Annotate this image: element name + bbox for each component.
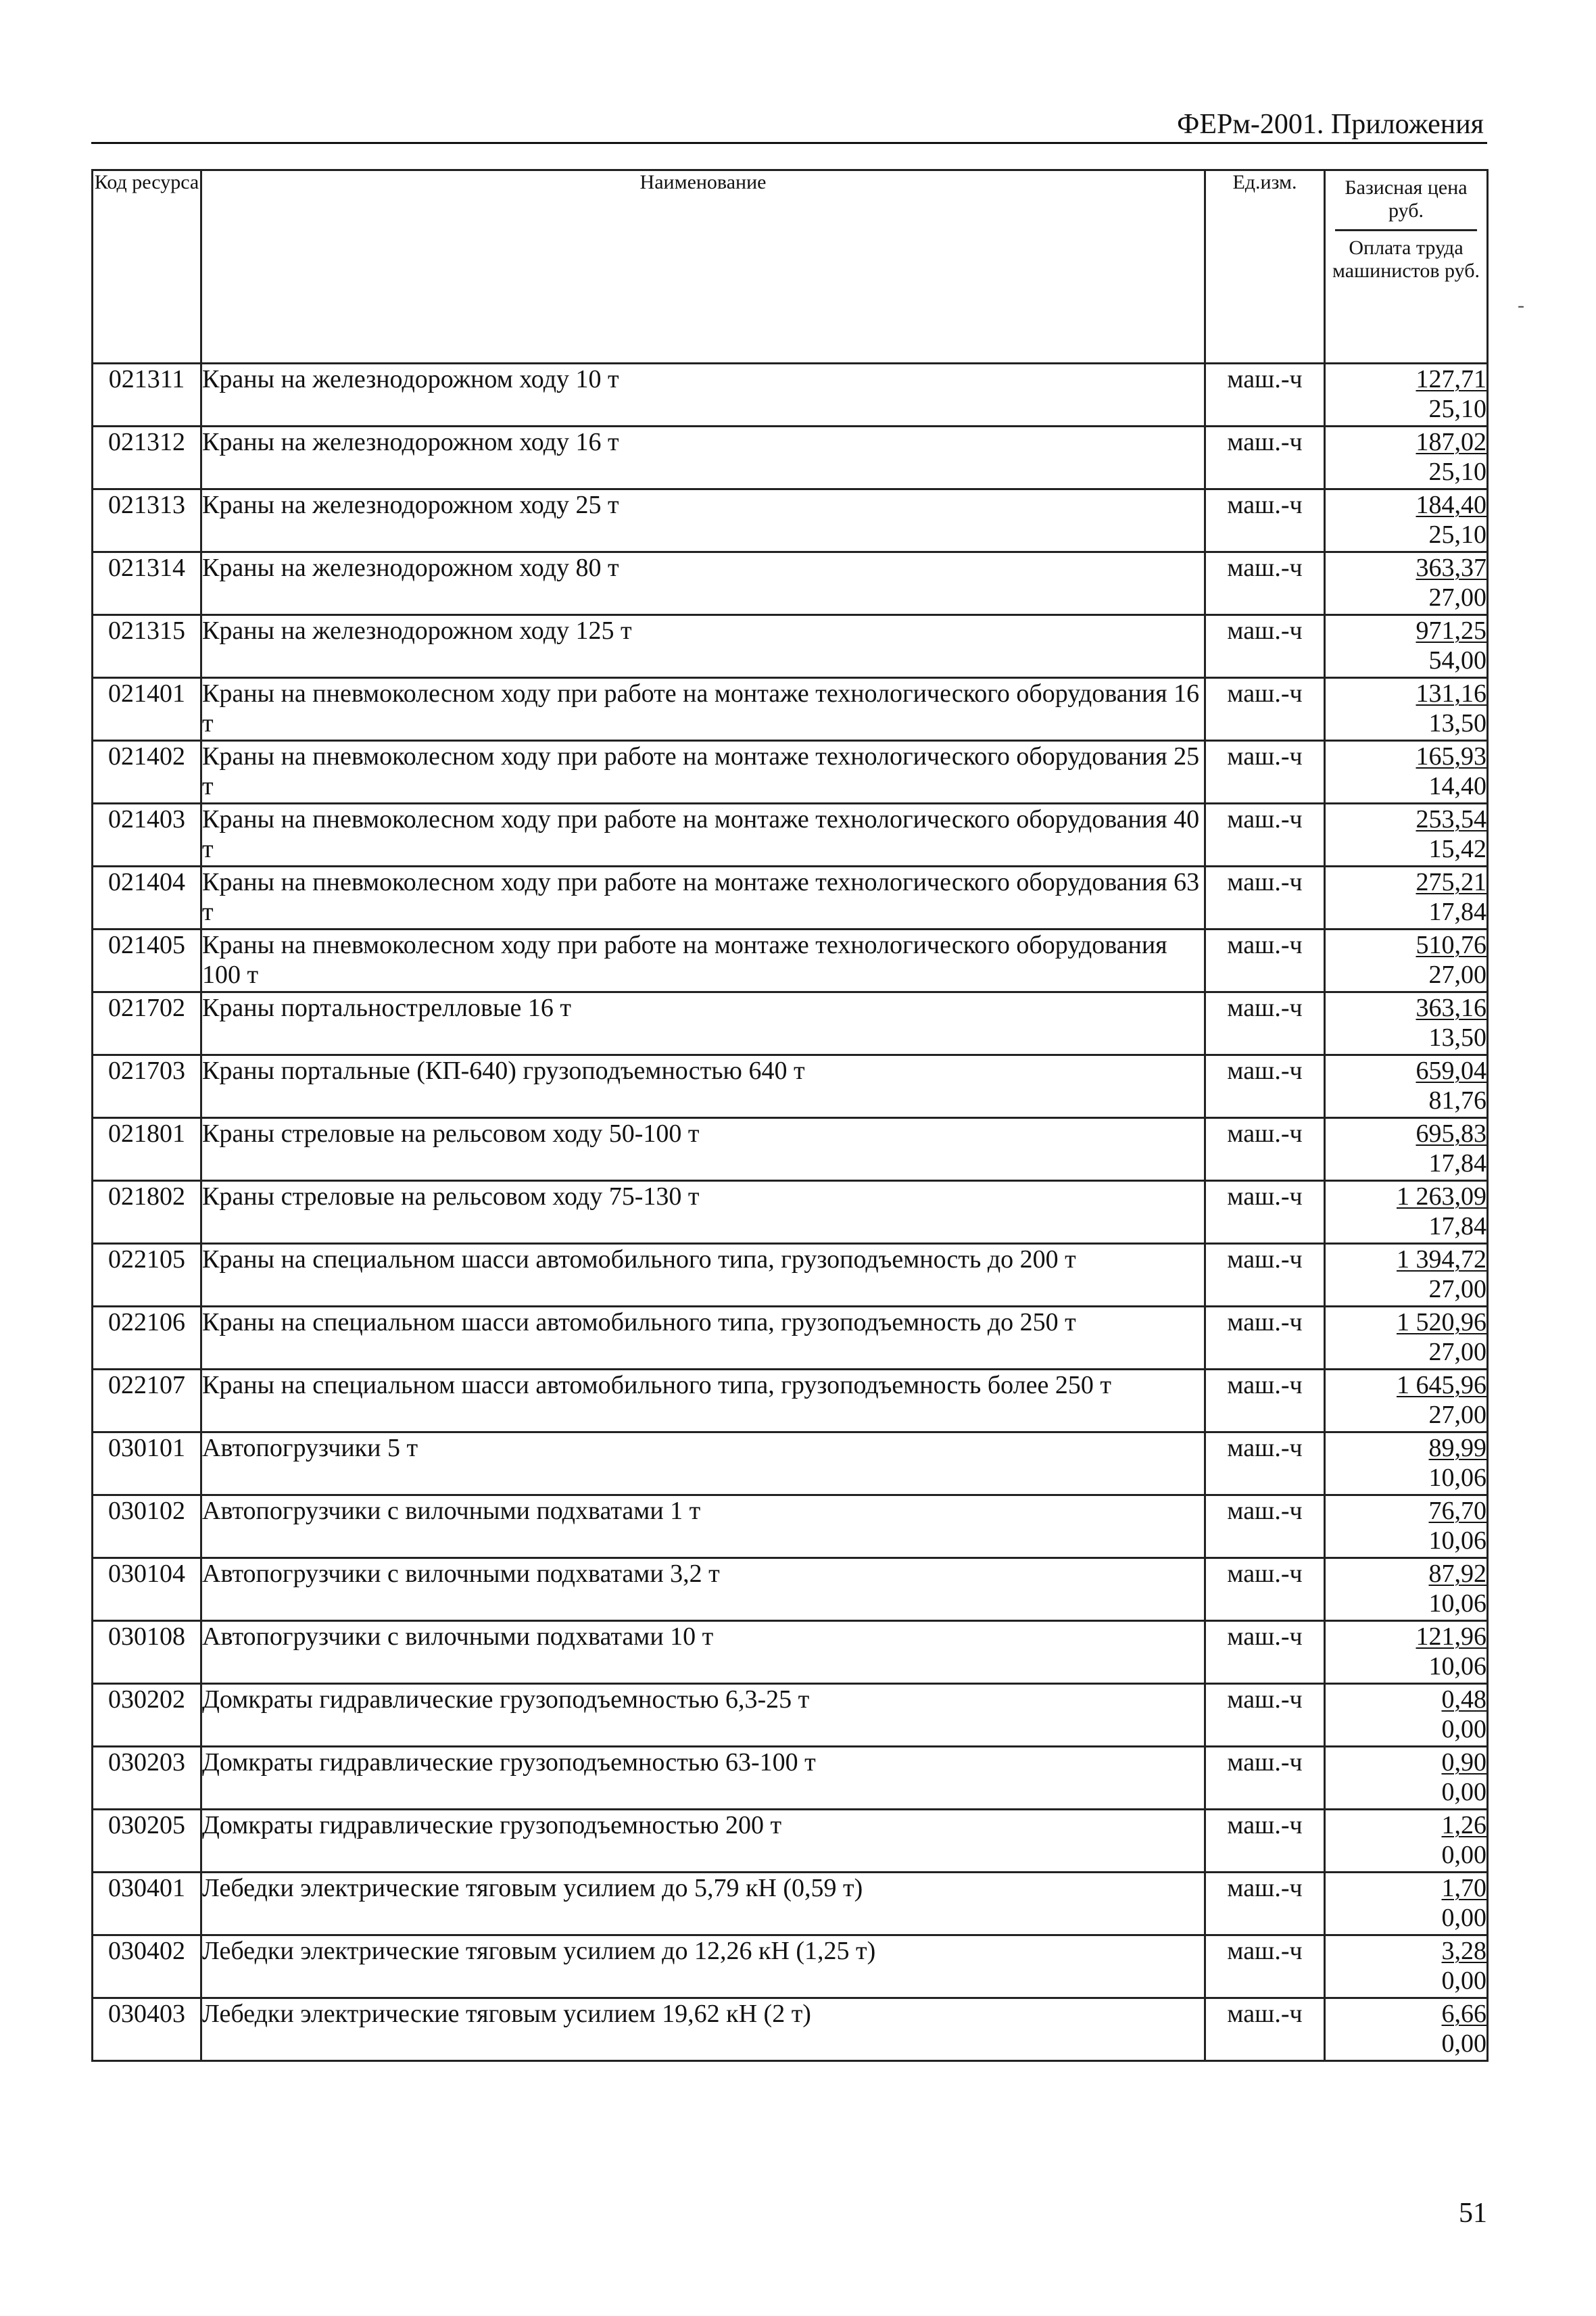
resource-unit: маш.-ч	[1205, 1495, 1325, 1558]
base-price: 1 520,96	[1397, 1308, 1486, 1336]
table-row	[93, 1684, 1488, 1747]
resource-name: Краны портальнострелловые 16 т	[201, 992, 1205, 1055]
resource-price	[1325, 1558, 1488, 1621]
base-price: 1 394,72	[1397, 1245, 1486, 1274]
operator-wage: 27,00	[1428, 961, 1486, 989]
resource-code: 021405	[93, 930, 201, 992]
header-price-labor: Оплата труда машинистов руб.	[1332, 237, 1480, 282]
base-price: 659,04	[1416, 1057, 1486, 1085]
resource-code: 030205	[93, 1810, 201, 1873]
operator-wage: 0,00	[1441, 1967, 1486, 1995]
resource-name: Домкраты гидравлические грузоподъемностью 200 т	[201, 1810, 1205, 1873]
table-row	[93, 1244, 1488, 1307]
resource-price	[1325, 489, 1488, 552]
table-row	[93, 489, 1488, 552]
resource-unit: маш.-ч	[1205, 1118, 1325, 1181]
resource-name: Автопогрузчики с вилочными подхватами 10 т	[201, 1621, 1205, 1684]
resource-price	[1325, 1935, 1488, 1998]
base-price: 1,26	[1441, 1811, 1486, 1839]
operator-wage: 27,00	[1428, 1275, 1486, 1303]
header-price	[1325, 170, 1488, 364]
table-row	[93, 1307, 1488, 1370]
resource-code: 030402	[93, 1935, 201, 1998]
resource-code: 021312	[93, 427, 201, 489]
base-price: 121,96	[1416, 1622, 1486, 1651]
operator-wage: 0,00	[1441, 1715, 1486, 1743]
operator-wage: 14,40	[1428, 772, 1486, 800]
base-price: 89,99	[1428, 1434, 1486, 1462]
base-price: 363,37	[1416, 554, 1486, 582]
resource-unit: маш.-ч	[1205, 1621, 1325, 1684]
resource-price	[1325, 1432, 1488, 1495]
resource-code: 021404	[93, 867, 201, 930]
table-row	[93, 1621, 1488, 1684]
table-row	[93, 1495, 1488, 1558]
resource-price	[1325, 741, 1488, 804]
base-price: 1 263,09	[1397, 1182, 1486, 1211]
resource-code: 022106	[93, 1307, 201, 1370]
resource-name: Лебедки электрические тяговым усилием 19,62 кН (2 т)	[201, 1998, 1205, 2061]
resource-price	[1325, 678, 1488, 741]
operator-wage: 54,00	[1428, 646, 1486, 675]
resource-price	[1325, 552, 1488, 615]
table-row	[93, 427, 1488, 489]
resource-code: 030101	[93, 1432, 201, 1495]
resource-name: Краны на железнодорожном ходу 125 т	[201, 615, 1205, 678]
resource-unit: маш.-ч	[1205, 1055, 1325, 1118]
resource-price	[1325, 1998, 1488, 2061]
resource-code: 030102	[93, 1495, 201, 1558]
table-row	[93, 1118, 1488, 1181]
operator-wage: 17,84	[1428, 1212, 1486, 1240]
resource-unit: маш.-ч	[1205, 741, 1325, 804]
resource-code: 030108	[93, 1621, 201, 1684]
resource-unit: маш.-ч	[1205, 930, 1325, 992]
resource-price	[1325, 427, 1488, 489]
base-price: 87,92	[1428, 1560, 1486, 1588]
resource-name: Краны на пневмоколесном ходу при работе на монтаже технологического оборудования 63 т	[201, 867, 1205, 930]
resource-unit: маш.-ч	[1205, 1307, 1325, 1370]
base-price: 3,28	[1441, 1937, 1486, 1965]
base-price: 1 645,96	[1397, 1371, 1486, 1399]
resource-name: Автопогрузчики 5 т	[201, 1432, 1205, 1495]
resource-price	[1325, 1118, 1488, 1181]
resource-price	[1325, 1181, 1488, 1244]
resource-price	[1325, 804, 1488, 867]
table-row	[93, 1055, 1488, 1118]
base-price: 363,16	[1416, 994, 1486, 1022]
table-row	[93, 1810, 1488, 1873]
table-row	[93, 1181, 1488, 1244]
base-price: 6,66	[1441, 2000, 1486, 2028]
resource-name: Краны на специальном шасси автомобильного типа, грузоподъемность более 250 т	[201, 1370, 1205, 1432]
resource-unit: маш.-ч	[1205, 427, 1325, 489]
table-row	[93, 364, 1488, 427]
table-row	[93, 1558, 1488, 1621]
resource-price	[1325, 1873, 1488, 1935]
resource-name: Краны стреловые на рельсовом ходу 50-100 т	[201, 1118, 1205, 1181]
resource-name: Домкраты гидравлические грузоподъемностью 63-100 т	[201, 1747, 1205, 1810]
table-row	[93, 741, 1488, 804]
resource-code: 021315	[93, 615, 201, 678]
resource-name: Автопогрузчики с вилочными подхватами 1 т	[201, 1495, 1205, 1558]
operator-wage: 25,10	[1428, 521, 1486, 549]
resource-unit: маш.-ч	[1205, 489, 1325, 552]
resource-code: 030203	[93, 1747, 201, 1810]
resource-unit: маш.-ч	[1205, 1244, 1325, 1307]
resource-price	[1325, 1370, 1488, 1432]
operator-wage: 27,00	[1428, 583, 1486, 612]
operator-wage: 0,00	[1441, 1778, 1486, 1806]
resource-code: 021402	[93, 741, 201, 804]
table-row	[93, 867, 1488, 930]
running-header: ФЕРм-2001. Приложения	[1177, 109, 1484, 140]
table-row	[93, 1998, 1488, 2061]
base-price: 253,54	[1416, 805, 1486, 834]
resource-name: Автопогрузчики с вилочными подхватами 3,2 т	[201, 1558, 1205, 1621]
operator-wage: 25,10	[1428, 458, 1486, 486]
resource-unit: маш.-ч	[1205, 1558, 1325, 1621]
operator-wage: 81,76	[1428, 1086, 1486, 1115]
base-price: 0,48	[1441, 1685, 1486, 1714]
resource-name: Краны стреловые на рельсовом ходу 75-130 т	[201, 1181, 1205, 1244]
resource-unit: маш.-ч	[1205, 1684, 1325, 1747]
operator-wage: 17,84	[1428, 898, 1486, 926]
resource-code: 030104	[93, 1558, 201, 1621]
base-price: 971,25	[1416, 617, 1486, 645]
base-price: 275,21	[1416, 868, 1486, 896]
table-header-row	[93, 170, 1488, 364]
resource-code: 021703	[93, 1055, 201, 1118]
resource-name: Краны на железнодорожном ходу 25 т	[201, 489, 1205, 552]
resource-code: 021311	[93, 364, 201, 427]
resource-name: Краны на пневмоколесном ходу при работе на монтаже технологического оборудования 100 т	[201, 930, 1205, 992]
resource-price	[1325, 1684, 1488, 1747]
resource-unit: маш.-ч	[1205, 1181, 1325, 1244]
resource-price	[1325, 1747, 1488, 1810]
resource-unit: маш.-ч	[1205, 678, 1325, 741]
resource-unit: маш.-ч	[1205, 1747, 1325, 1810]
operator-wage: 27,00	[1428, 1401, 1486, 1429]
table-row	[93, 992, 1488, 1055]
resource-unit: маш.-ч	[1205, 552, 1325, 615]
table-row	[93, 1370, 1488, 1432]
operator-wage: 27,00	[1428, 1338, 1486, 1366]
resource-price	[1325, 364, 1488, 427]
resource-code: 021314	[93, 552, 201, 615]
resource-name: Краны на пневмоколесном ходу при работе на монтаже технологического оборудования 16 т	[201, 678, 1205, 741]
operator-wage: 25,10	[1428, 395, 1486, 423]
resource-unit: маш.-ч	[1205, 1873, 1325, 1935]
resource-name: Краны на железнодорожном ходу 80 т	[201, 552, 1205, 615]
resource-code: 030202	[93, 1684, 201, 1747]
resource-name: Лебедки электрические тяговым усилием до 12,26 кН (1,25 т)	[201, 1935, 1205, 1998]
operator-wage: 10,06	[1428, 1464, 1486, 1492]
resource-unit: маш.-ч	[1205, 1432, 1325, 1495]
table-row	[93, 678, 1488, 741]
table-row	[93, 930, 1488, 992]
resource-name: Краны портальные (КП-640) грузоподъемностью 640 т	[201, 1055, 1205, 1118]
resource-unit: маш.-ч	[1205, 364, 1325, 427]
table-row	[93, 1873, 1488, 1935]
resource-unit: маш.-ч	[1205, 615, 1325, 678]
resource-name: Краны на железнодорожном ходу 16 т	[201, 427, 1205, 489]
resource-name: Краны на специальном шасси автомобильного типа, грузоподъемность до 200 т	[201, 1244, 1205, 1307]
resource-price	[1325, 1495, 1488, 1558]
operator-wage: 13,50	[1428, 1023, 1486, 1052]
operator-wage: 0,00	[1441, 1841, 1486, 1869]
table-row	[93, 1432, 1488, 1495]
resource-price	[1325, 867, 1488, 930]
resource-code: 021702	[93, 992, 201, 1055]
table-row	[93, 1935, 1488, 1998]
base-price: 127,71	[1416, 365, 1486, 393]
resource-unit: маш.-ч	[1205, 1810, 1325, 1873]
header-name: Наименование	[201, 170, 1205, 364]
resource-price	[1325, 1244, 1488, 1307]
resource-code: 030401	[93, 1873, 201, 1935]
resource-code: 022107	[93, 1370, 201, 1432]
resource-code: 021403	[93, 804, 201, 867]
base-price: 76,70	[1428, 1497, 1486, 1525]
resource-name: Краны на пневмоколесном ходу при работе на монтаже технологического оборудования 40 т	[201, 804, 1205, 867]
operator-wage: 17,84	[1428, 1149, 1486, 1178]
resource-unit: маш.-ч	[1205, 804, 1325, 867]
operator-wage: 10,06	[1428, 1589, 1486, 1618]
resource-price	[1325, 992, 1488, 1055]
table-row	[93, 615, 1488, 678]
operator-wage: 13,50	[1428, 709, 1486, 738]
resource-name: Краны на железнодорожном ходу 10 т	[201, 364, 1205, 427]
resource-price	[1325, 930, 1488, 992]
header-code: Код ресурса	[93, 170, 201, 364]
resource-price	[1325, 1810, 1488, 1873]
operator-wage: 15,42	[1428, 835, 1486, 863]
base-price: 695,83	[1416, 1119, 1486, 1148]
operator-wage: 10,06	[1428, 1652, 1486, 1681]
resource-name: Домкраты гидравлические грузоподъемностью 6,3-25 т	[201, 1684, 1205, 1747]
base-price: 0,90	[1441, 1748, 1486, 1777]
margin-mark: -	[1518, 294, 1524, 316]
base-price: 184,40	[1416, 491, 1486, 519]
resource-code: 030403	[93, 1998, 201, 2061]
base-price: 1,70	[1441, 1874, 1486, 1902]
resource-name: Краны на специальном шасси автомобильного типа, грузоподъемность до 250 т	[201, 1307, 1205, 1370]
resource-unit: маш.-ч	[1205, 1935, 1325, 1998]
page-number: 51	[1459, 2198, 1487, 2229]
base-price: 510,76	[1416, 931, 1486, 959]
resource-name: Краны на пневмоколесном ходу при работе на монтаже технологического оборудования 25 т	[201, 741, 1205, 804]
base-price: 187,02	[1416, 428, 1486, 456]
table-row	[93, 804, 1488, 867]
resource-price	[1325, 1307, 1488, 1370]
resource-code: 021313	[93, 489, 201, 552]
resource-code: 022105	[93, 1244, 201, 1307]
header-unit: Ед.изм.	[1205, 170, 1325, 364]
base-price: 165,93	[1416, 742, 1486, 771]
resource-unit: маш.-ч	[1205, 992, 1325, 1055]
resource-price	[1325, 1621, 1488, 1684]
operator-wage: 0,00	[1441, 2029, 1486, 2058]
table-row	[93, 552, 1488, 615]
header-price-divider	[1335, 229, 1477, 231]
operator-wage: 0,00	[1441, 1904, 1486, 1932]
operator-wage: 10,06	[1428, 1526, 1486, 1555]
resource-name: Лебедки электрические тяговым усилием до 5,79 кН (0,59 т)	[201, 1873, 1205, 1935]
resource-code: 021801	[93, 1118, 201, 1181]
resource-price-table	[91, 169, 1489, 2062]
resource-code: 021802	[93, 1181, 201, 1244]
resource-price	[1325, 615, 1488, 678]
resource-code: 021401	[93, 678, 201, 741]
header-rule	[91, 142, 1487, 144]
resource-unit: маш.-ч	[1205, 1998, 1325, 2061]
resource-unit: маш.-ч	[1205, 867, 1325, 930]
table-row	[93, 1747, 1488, 1810]
resource-unit: маш.-ч	[1205, 1370, 1325, 1432]
base-price: 131,16	[1416, 679, 1486, 708]
header-price-base: Базисная цена руб.	[1345, 176, 1468, 222]
resource-price	[1325, 1055, 1488, 1118]
